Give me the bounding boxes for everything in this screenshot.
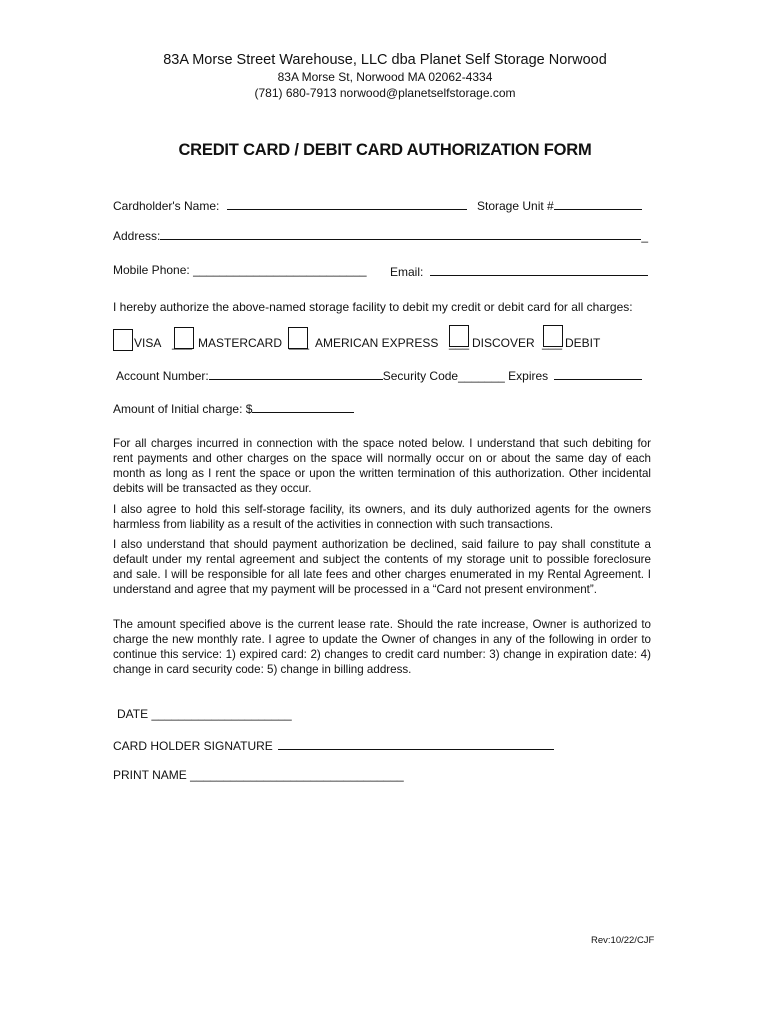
mastercard-label: MASTERCARD [198, 336, 283, 350]
amex-checkbox[interactable] [288, 327, 308, 349]
date-field[interactable]: _____________________ [151, 707, 292, 721]
discover-label: DISCOVER [472, 336, 535, 350]
mobile-phone-field[interactable]: __________________________ [193, 263, 367, 277]
authorize-statement: I hereby authorize the above-named storage facility to debit my credit or debit card for all charges: [113, 300, 633, 314]
expires-field[interactable] [554, 367, 642, 380]
revision-code: Rev:10/22/CJF [591, 935, 655, 946]
account-number-label: Account Number: [116, 369, 209, 383]
amount-row [113, 400, 354, 416]
security-code-label: Security Code [382, 369, 459, 383]
address-row [113, 227, 648, 243]
print-name-row [113, 768, 404, 782]
date-row [117, 707, 292, 721]
signature-field[interactable] [278, 737, 554, 750]
storage-unit-row [477, 197, 642, 213]
amex-blank: ___ [289, 336, 310, 350]
company-address: 83A Morse St, Norwood MA 02062-4334 [277, 70, 493, 84]
signature-row [113, 737, 554, 753]
signature-label: CARD HOLDER SIGNATURE [113, 739, 273, 753]
visa-label: VISA [134, 336, 162, 350]
form-title: CREDIT CARD / DEBIT CARD AUTHORIZATION FORM [178, 141, 592, 159]
account-number-field[interactable] [209, 367, 383, 380]
storage-unit-field[interactable] [554, 197, 642, 210]
amex-label: AMERICAN EXPRESS [315, 336, 439, 350]
storage-unit-label: Storage Unit # [477, 199, 554, 213]
mastercard-blank: ___ [172, 336, 193, 350]
print-name-label: PRINT NAME [113, 768, 187, 782]
debit-blank: ___ [542, 336, 563, 350]
cardholder-name-label: Cardholder's Name: [113, 199, 220, 213]
email-label: Email: [390, 265, 424, 279]
cardholder-name-row [113, 197, 467, 213]
address-trailing: _ [641, 229, 649, 243]
terms-paragraph-3: I also understand that should payment authorization be declined, said failure to pay shall constitute a default under my rental agreement and subject the contents of my storage unit to possible foreclosure and sale. I will be responsible for all late fees and other charges enumerated in my Rental Agreement. I understand and agree that my payment will be processed in a “Card not present environment”. [113, 538, 651, 596]
address-field[interactable] [160, 227, 641, 240]
debit-label: DEBIT [565, 336, 601, 350]
visa-checkbox[interactable] [113, 329, 133, 351]
email-row [390, 263, 648, 279]
mobile-phone-row [113, 263, 367, 277]
debit-checkbox[interactable] [543, 325, 563, 347]
address-label: Address: [113, 229, 161, 243]
terms-paragraph-2: I also agree to hold this self-storage facility, its owners, and its duly authorized agents for the owners harmless from liability as a result of the activities in connection with such transactions. [113, 503, 651, 531]
terms-paragraph-4: The amount specified above is the current lease rate. Should the rate increase, Owner is authorized to charge the new monthly rate. I agree to update the Owner of changes in any of the following in order to continue this service: 1) expired card: 2) changes to credit card number: 3) change in expiration date: 4) change in card security code: 5) change in billing address. [113, 618, 651, 676]
company-name: 83A Morse Street Warehouse, LLC dba Planet Self Storage Norwood [163, 52, 607, 68]
discover-blank: ___ [449, 336, 470, 350]
expires-label: Expires [508, 369, 549, 383]
amount-field[interactable] [252, 400, 354, 413]
print-name-field[interactable]: ________________________________ [190, 768, 404, 782]
cardholder-name-field[interactable] [227, 197, 467, 210]
security-code-field[interactable]: _______ [458, 369, 505, 383]
mastercard-checkbox[interactable] [174, 327, 194, 349]
account-number-row [116, 367, 642, 383]
mobile-phone-label: Mobile Phone: [113, 263, 190, 277]
amount-label: Amount of Initial charge: $ [113, 402, 253, 416]
discover-checkbox[interactable] [449, 325, 469, 347]
date-label: DATE [117, 707, 149, 721]
email-field[interactable] [430, 263, 648, 276]
company-contact: (781) 680-7913 norwood@planetselfstorage.com [254, 86, 516, 100]
terms-paragraph-1: For all charges incurred in connection with the space noted below. I understand that such debiting for rent payments and other charges on the space will normally occur on or about the same day of each month as long as I rent the space or upon the written termination of this authorization. Other incidental debits will be transacted as they occur. [113, 437, 651, 495]
